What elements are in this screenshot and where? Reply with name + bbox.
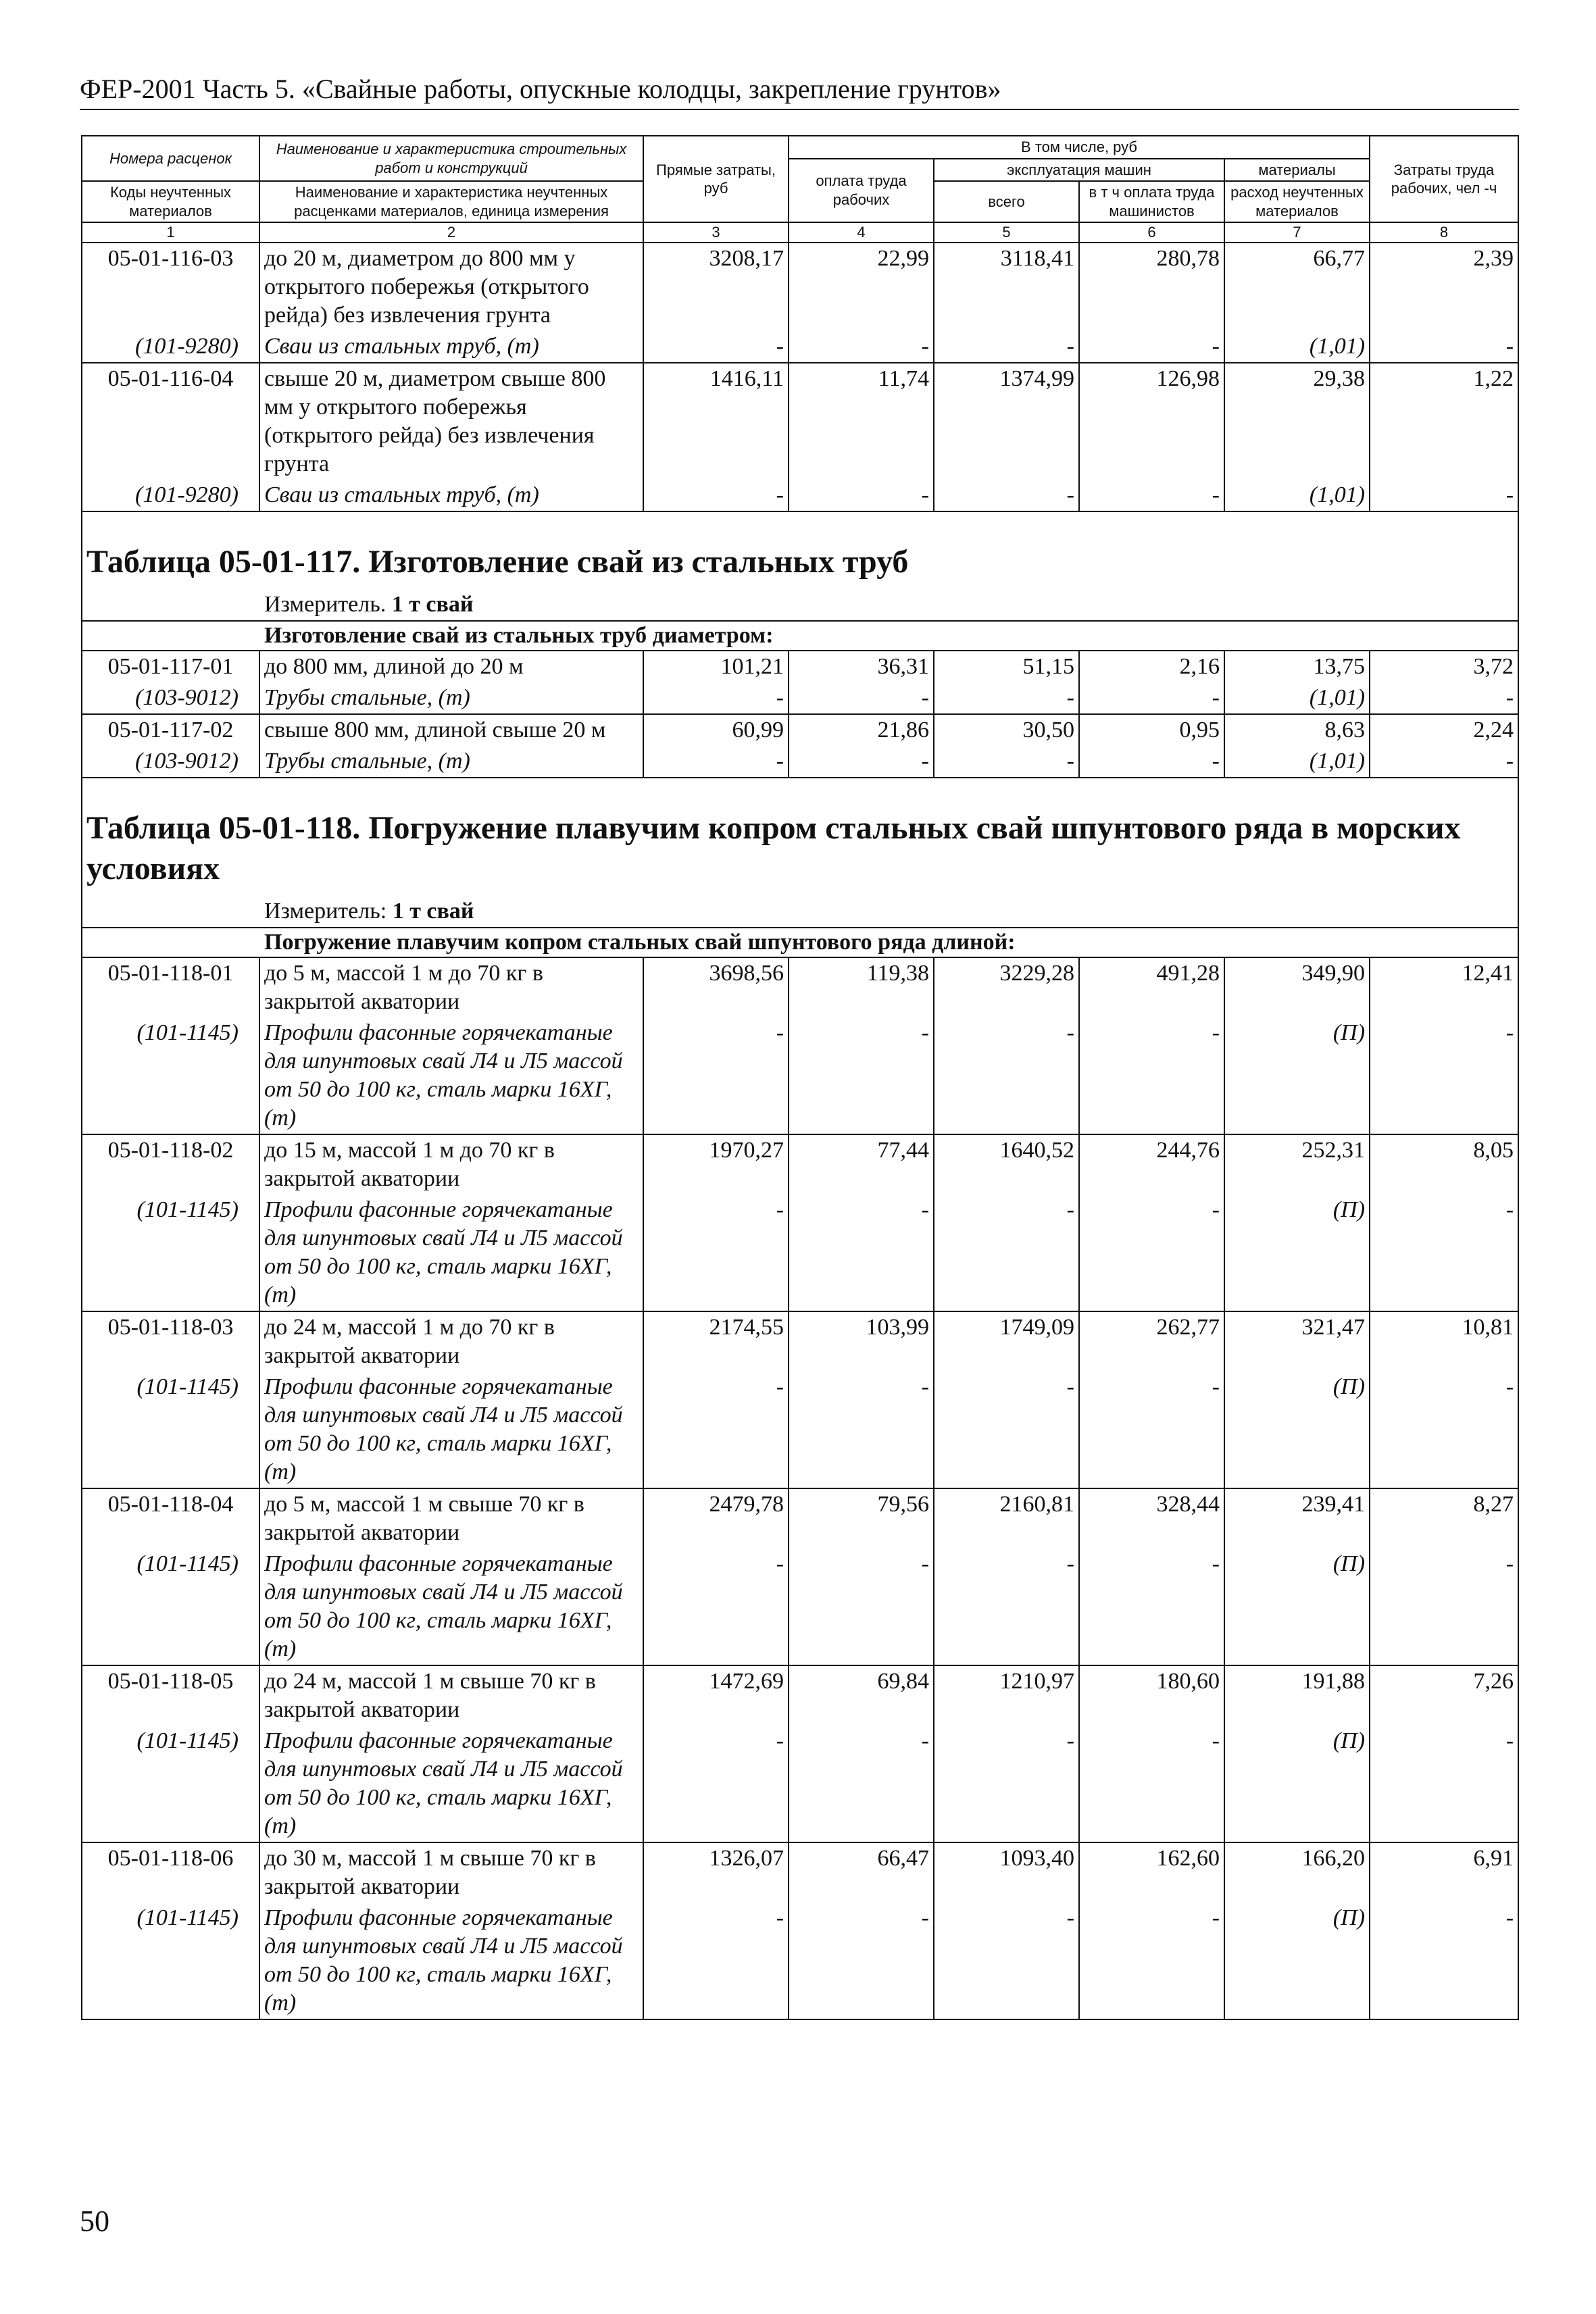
direct-costs: 1970,27	[643, 1134, 789, 1194]
material-consumption: (П)	[1224, 1372, 1370, 1488]
material-direct-costs: -	[643, 682, 789, 714]
worker-wages: 103,99	[789, 1311, 934, 1372]
labor-hours: 8,05	[1370, 1134, 1518, 1194]
machines-total: 1374,99	[934, 363, 1079, 480]
direct-costs: 1326,07	[643, 1842, 789, 1903]
machines-total: 2160,81	[934, 1488, 1079, 1549]
labor-hours: 6,91	[1370, 1842, 1518, 1903]
page-number: 50	[80, 2205, 109, 2238]
materials-cost: 166,20	[1224, 1842, 1370, 1903]
direct-costs: 1416,11	[643, 363, 789, 480]
rate-code: 05-01-117-02	[82, 714, 259, 746]
material-machinist-wages: -	[1079, 682, 1224, 714]
material-direct-costs: -	[643, 1017, 789, 1134]
group-heading: Погружение плавучим копром стальных свай шпунтового ряда длиной:	[82, 928, 1518, 957]
measure-unit	[82, 896, 1518, 928]
labor-hours: 1,22	[1370, 363, 1518, 480]
materials-cost: 191,88	[1224, 1665, 1370, 1726]
labor-hours: 2,39	[1370, 243, 1518, 331]
measure-label: Измеритель:	[264, 898, 387, 924]
material-consumption: (П)	[1224, 1903, 1370, 2019]
header-including: В том числе, руб	[789, 136, 1370, 159]
header-wages: оплата труда рабочих	[789, 159, 934, 223]
worker-wages: 36,31	[789, 651, 934, 682]
materials-cost: 13,75	[1224, 651, 1370, 682]
machines-total: 3118,41	[934, 243, 1079, 331]
material-code: (101-1145)	[82, 1017, 259, 1134]
rate-description: до 5 м, массой 1 м свыше 70 кг в закрытой акватории	[259, 1488, 643, 1549]
material-description: Профили фасонные горячекатаные для шпунтовых свай Л4 и Л5 массой от 50 до 100 кг, сталь марки 16ХГ, (т)	[259, 1549, 643, 1665]
col-number: 5	[934, 222, 1079, 243]
material-wages: -	[789, 682, 934, 714]
material-direct-costs: -	[643, 1194, 789, 1311]
header-material-consumption: расход неучтенных материалов	[1224, 181, 1370, 222]
material-machinist-wages: -	[1079, 1903, 1224, 2019]
material-machines: -	[934, 331, 1079, 363]
col-number: 7	[1224, 222, 1370, 243]
material-machinist-wages: -	[1079, 1372, 1224, 1488]
material-labor-hours: -	[1370, 1194, 1518, 1311]
labor-hours: 7,26	[1370, 1665, 1518, 1726]
material-code: (101-1145)	[82, 1194, 259, 1311]
machinist-wages: 2,16	[1079, 651, 1224, 682]
worker-wages: 66,47	[789, 1842, 934, 1903]
measure-unit	[82, 589, 1518, 621]
worker-wages: 77,44	[789, 1134, 934, 1194]
rates-sheet	[81, 135, 1518, 2020]
machinist-wages: 491,28	[1079, 957, 1224, 1017]
material-code: (101-9280)	[82, 331, 259, 363]
worker-wages: 79,56	[789, 1488, 934, 1549]
materials-cost: 239,41	[1224, 1488, 1370, 1549]
material-labor-hours: -	[1370, 331, 1518, 363]
machines-total: 1210,97	[934, 1665, 1079, 1726]
material-direct-costs: -	[643, 1903, 789, 2019]
machinist-wages: 0,95	[1079, 714, 1224, 746]
material-machinist-wages: -	[1079, 480, 1224, 511]
material-code: (103-9012)	[82, 682, 259, 714]
material-consumption: (1,01)	[1224, 480, 1370, 511]
material-wages: -	[789, 1194, 934, 1311]
materials-cost: 321,47	[1224, 1311, 1370, 1372]
machinist-wages: 280,78	[1079, 243, 1224, 331]
material-machines: -	[934, 682, 1079, 714]
material-wages: -	[789, 1017, 934, 1134]
block-118	[82, 957, 1518, 2019]
header-material-codes: Коды неучтенных материалов	[82, 181, 259, 222]
material-wages: -	[789, 1372, 934, 1488]
material-machinist-wages: -	[1079, 1549, 1224, 1665]
materials-cost: 252,31	[1224, 1134, 1370, 1194]
rate-description: свыше 20 м, диаметром свыше 800 мм у открытого побережья (открытого рейда) без извлечения грунта	[259, 363, 643, 480]
material-description: Трубы стальные, (т)	[259, 746, 643, 778]
material-wages: -	[789, 1726, 934, 1842]
header-machines-total: всего	[934, 181, 1079, 222]
col-number: 2	[259, 222, 643, 243]
material-direct-costs: -	[643, 331, 789, 363]
material-description: Профили фасонные горячекатаные для шпунтовых свай Л4 и Л5 массой от 50 до 100 кг, сталь марки 16ХГ, (т)	[259, 1903, 643, 2019]
material-labor-hours: -	[1370, 1549, 1518, 1665]
material-description: Профили фасонные горячекатаные для шпунтовых свай Л4 и Л5 массой от 50 до 100 кг, сталь марки 16ХГ, (т)	[259, 1726, 643, 1842]
col-number: 1	[82, 222, 259, 243]
col-number: 4	[789, 222, 934, 243]
rate-description: до 24 м, массой 1 м до 70 кг в закрытой акватории	[259, 1311, 643, 1372]
col-number: 3	[643, 222, 789, 243]
rate-description: до 5 м, массой 1 м до 70 кг в закрытой акватории	[259, 957, 643, 1017]
material-row	[82, 480, 1518, 511]
material-machinist-wages: -	[1079, 1726, 1224, 1842]
material-machinist-wages: -	[1079, 1194, 1224, 1311]
material-machinist-wages: -	[1079, 746, 1224, 778]
material-description: Профили фасонные горячекатаные для шпунтовых свай Л4 и Л5 массой от 50 до 100 кг, сталь марки 16ХГ, (т)	[259, 1017, 643, 1134]
rate-code: 05-01-116-03	[82, 243, 259, 331]
col-number: 8	[1370, 222, 1518, 243]
table-title: Таблица 05-01-117. Изготовление свай из стальных труб	[82, 511, 1518, 589]
material-machines: -	[934, 746, 1079, 778]
materials-cost: 349,90	[1224, 957, 1370, 1017]
material-description: Профили фасонные горячекатаные для шпунтовых свай Л4 и Л5 массой от 50 до 100 кг, сталь марки 16ХГ, (т)	[259, 1372, 643, 1488]
rate-description: до 15 м, массой 1 м до 70 кг в закрытой акватории	[259, 1134, 643, 1194]
material-direct-costs: -	[643, 1549, 789, 1665]
material-consumption: (1,01)	[1224, 746, 1370, 778]
rate-row	[82, 363, 1518, 480]
labor-hours: 10,81	[1370, 1311, 1518, 1372]
material-wages: -	[789, 1549, 934, 1665]
rate-row	[82, 1311, 1518, 1372]
rate-row	[82, 1665, 1518, 1726]
table-header	[82, 136, 1518, 243]
rate-code: 05-01-118-03	[82, 1311, 259, 1372]
material-description: Профили фасонные горячекатаные для шпунтовых свай Л4 и Л5 массой от 50 до 100 кг, сталь марки 16ХГ, (т)	[259, 1194, 643, 1311]
material-labor-hours: -	[1370, 480, 1518, 511]
material-direct-costs: -	[643, 1372, 789, 1488]
direct-costs: 2479,78	[643, 1488, 789, 1549]
measure-value: 1 т свай	[392, 898, 474, 924]
material-code: (103-9012)	[82, 746, 259, 778]
materials-cost: 29,38	[1224, 363, 1370, 480]
rate-code: 05-01-118-01	[82, 957, 259, 1017]
table-title: Таблица 05-01-118. Погружение плавучим копром стальных свай шпунтового ряда в морских условиях	[82, 778, 1518, 896]
machines-total: 1640,52	[934, 1134, 1079, 1194]
material-consumption: (П)	[1224, 1549, 1370, 1665]
worker-wages: 11,74	[789, 363, 934, 480]
machines-total: 51,15	[934, 651, 1079, 682]
rate-code: 05-01-118-06	[82, 1842, 259, 1903]
material-direct-costs: -	[643, 480, 789, 511]
labor-hours: 12,41	[1370, 957, 1518, 1017]
machinist-wages: 126,98	[1079, 363, 1224, 480]
material-consumption: (1,01)	[1224, 331, 1370, 363]
material-row	[82, 1372, 1518, 1488]
material-row	[82, 1017, 1518, 1134]
material-labor-hours: -	[1370, 1903, 1518, 2019]
rate-code: 05-01-118-05	[82, 1665, 259, 1726]
material-wages: -	[789, 746, 934, 778]
worker-wages: 69,84	[789, 1665, 934, 1726]
material-consumption: (П)	[1224, 1017, 1370, 1134]
material-row	[82, 1549, 1518, 1665]
header-machinist-wages: в т ч оплата труда машинистов	[1079, 181, 1224, 222]
rates-table	[81, 135, 1519, 2020]
worker-wages: 22,99	[789, 243, 934, 331]
labor-hours: 3,72	[1370, 651, 1518, 682]
material-wages: -	[789, 480, 934, 511]
direct-costs: 101,21	[643, 651, 789, 682]
direct-costs: 60,99	[643, 714, 789, 746]
material-labor-hours: -	[1370, 1372, 1518, 1488]
material-consumption: (П)	[1224, 1726, 1370, 1842]
machines-total: 30,50	[934, 714, 1079, 746]
group-heading: Изготовление свай из стальных труб диаметром:	[82, 621, 1518, 651]
material-machines: -	[934, 1903, 1079, 2019]
rate-row	[82, 1488, 1518, 1549]
material-row	[82, 1726, 1518, 1842]
header-labor-hours: Затраты труда рабочих, чел -ч	[1370, 136, 1518, 222]
rate-row	[82, 1842, 1518, 1903]
block-116	[82, 243, 1518, 511]
material-direct-costs: -	[643, 1726, 789, 1842]
rate-code: 05-01-118-04	[82, 1488, 259, 1549]
material-labor-hours: -	[1370, 1017, 1518, 1134]
material-code: (101-1145)	[82, 1372, 259, 1488]
material-row	[82, 1194, 1518, 1311]
material-machinist-wages: -	[1079, 331, 1224, 363]
direct-costs: 3208,17	[643, 243, 789, 331]
material-machines: -	[934, 1549, 1079, 1665]
direct-costs: 1472,69	[643, 1665, 789, 1726]
rate-description: до 24 м, массой 1 м свыше 70 кг в закрытой акватории	[259, 1665, 643, 1726]
labor-hours: 8,27	[1370, 1488, 1518, 1549]
material-labor-hours: -	[1370, 1726, 1518, 1842]
material-description: Сваи из стальных труб, (т)	[259, 331, 643, 363]
material-row	[82, 1903, 1518, 2019]
header-rate-numbers: Номера расценок	[82, 136, 259, 181]
material-code: (101-1145)	[82, 1726, 259, 1842]
col-number: 6	[1079, 222, 1224, 243]
material-description: Сваи из стальных труб, (т)	[259, 480, 643, 511]
material-direct-costs: -	[643, 746, 789, 778]
material-machines: -	[934, 1726, 1079, 1842]
header-machines: эксплуатация машин	[934, 159, 1224, 182]
worker-wages: 119,38	[789, 957, 934, 1017]
machinist-wages: 244,76	[1079, 1134, 1224, 1194]
material-wages: -	[789, 331, 934, 363]
table-118-heading	[82, 778, 1518, 957]
machinist-wages: 180,60	[1079, 1665, 1224, 1726]
material-machines: -	[934, 1194, 1079, 1311]
material-machinist-wages: -	[1079, 1017, 1224, 1134]
machinist-wages: 162,60	[1079, 1842, 1224, 1903]
material-machines: -	[934, 1017, 1079, 1134]
rate-code: 05-01-116-04	[82, 363, 259, 480]
material-consumption: (П)	[1224, 1194, 1370, 1311]
material-labor-hours: -	[1370, 746, 1518, 778]
labor-hours: 2,24	[1370, 714, 1518, 746]
material-consumption: (1,01)	[1224, 682, 1370, 714]
materials-cost: 8,63	[1224, 714, 1370, 746]
header-material-description: Наименование и характеристика неучтенных расценками материалов, единица измерения	[259, 181, 643, 222]
rate-code: 05-01-118-02	[82, 1134, 259, 1194]
direct-costs: 3698,56	[643, 957, 789, 1017]
worker-wages: 21,86	[789, 714, 934, 746]
rate-row	[82, 714, 1518, 746]
material-machines: -	[934, 480, 1079, 511]
material-row	[82, 331, 1518, 363]
material-row	[82, 682, 1518, 714]
material-code: (101-1145)	[82, 1549, 259, 1665]
material-row	[82, 746, 1518, 778]
measure-label: Измеритель.	[264, 591, 386, 617]
machinist-wages: 328,44	[1079, 1488, 1224, 1549]
materials-cost: 66,77	[1224, 243, 1370, 331]
rate-description: свыше 800 мм, длиной свыше 20 м	[259, 714, 643, 746]
machines-total: 3229,28	[934, 957, 1079, 1017]
rate-description: до 30 м, массой 1 м свыше 70 кг в закрытой акватории	[259, 1842, 643, 1903]
rate-row	[82, 1134, 1518, 1194]
machinist-wages: 262,77	[1079, 1311, 1224, 1372]
rate-description: до 20 м, диаметром до 800 мм у открытого побережья (открытого рейда) без извлечения грунта	[259, 243, 643, 331]
material-labor-hours: -	[1370, 682, 1518, 714]
header-direct-costs: Прямые затраты, руб	[643, 136, 789, 222]
material-wages: -	[789, 1903, 934, 2019]
header-work-description: Наименование и характеристика строительных работ и конструкций	[259, 136, 643, 181]
direct-costs: 2174,55	[643, 1311, 789, 1372]
table-117-heading	[82, 511, 1518, 651]
header-materials: материалы	[1224, 159, 1370, 182]
block-117	[82, 651, 1518, 778]
rate-code: 05-01-117-01	[82, 651, 259, 682]
material-description: Трубы стальные, (т)	[259, 682, 643, 714]
material-machines: -	[934, 1372, 1079, 1488]
machines-total: 1093,40	[934, 1842, 1079, 1903]
rate-row	[82, 957, 1518, 1017]
rate-description: до 800 мм, длиной до 20 м	[259, 651, 643, 682]
machines-total: 1749,09	[934, 1311, 1079, 1372]
material-code: (101-1145)	[82, 1903, 259, 2019]
rate-row	[82, 243, 1518, 331]
material-code: (101-9280)	[82, 480, 259, 511]
rate-row	[82, 651, 1518, 682]
measure-value: 1 т свай	[391, 591, 474, 617]
page-header: ФЕР-2001 Часть 5. «Свайные работы, опускные колодцы, закрепление грунтов»	[80, 73, 1519, 110]
